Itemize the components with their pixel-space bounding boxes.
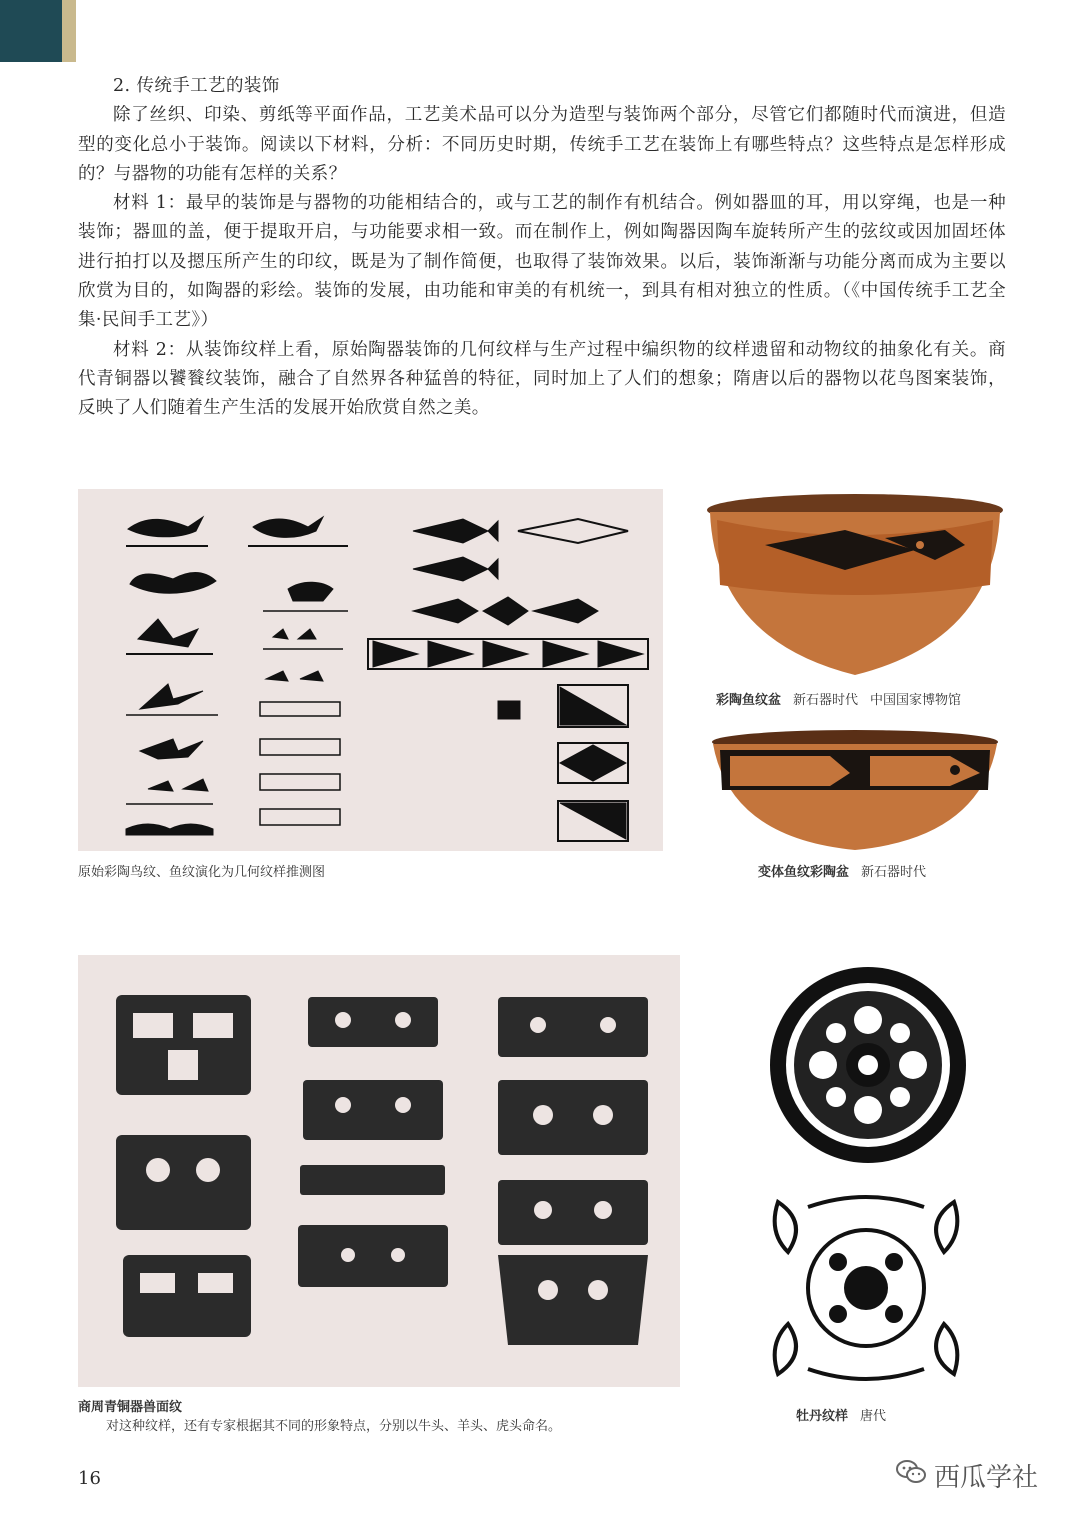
peony-era: 唐代 — [860, 1409, 887, 1424]
corner-block — [0, 0, 62, 62]
taotie-motif-5 — [303, 1080, 443, 1140]
taotie-motif-7 — [298, 1225, 448, 1287]
taotie-motif-8 — [498, 997, 648, 1057]
fish-basin-title: 彩陶鱼纹盆 — [716, 693, 782, 708]
taotie-motif-10 — [498, 1180, 648, 1245]
peony-caption — [796, 1405, 886, 1424]
evolution-caption: 原始彩陶鸟纹、鱼纹演化为几何纹样推测图 — [78, 865, 326, 880]
variant-basin-photo — [710, 728, 1000, 853]
watermark — [896, 1457, 1038, 1494]
taotie-motif-11 — [498, 1255, 648, 1345]
paragraph-intro: 除了丝织、印染、剪纸等平面作品，工艺美术品可以分为造型与装饰两个部分，尽管它们都随时代而演进，但造型的变化总小于装饰。阅读以下材料，分析：不同历史时期，传统手工艺在装饰上有哪些特点？这些特点是怎样形成的？与器物的功能有怎样的关系？ — [78, 105, 1006, 184]
taotie-motif-2 — [116, 1135, 251, 1230]
wechat-icon — [896, 1459, 926, 1492]
peony-circle-pattern — [768, 965, 968, 1165]
peony-title: 牡丹纹样 — [796, 1409, 849, 1424]
taotie-motif-4 — [308, 997, 438, 1047]
taotie-motif-1 — [116, 995, 251, 1095]
bronze-taotie-panel — [78, 955, 680, 1387]
fish-basin-museum: 中国国家博物馆 — [870, 693, 962, 708]
corner-accent-bar — [62, 0, 76, 62]
fish-basin-era: 新石器时代 — [793, 693, 859, 708]
bronze-caption-note: 对这种纹样，还有专家根据其不同的形象特点，分别以牛头、羊头、虎头命名。 — [106, 1419, 562, 1434]
variant-basin-caption — [758, 861, 926, 880]
fish-basin-caption — [716, 689, 961, 708]
taotie-motif-9 — [498, 1080, 648, 1155]
taotie-motif-6 — [300, 1165, 445, 1195]
bronze-caption-title — [78, 1396, 182, 1415]
variant-basin-title: 变体鱼纹彩陶盆 — [758, 865, 850, 880]
page-number: 16 — [78, 1468, 101, 1489]
body-text — [78, 72, 1006, 424]
bronze-title: 商周青铜器兽面纹 — [78, 1400, 183, 1415]
evolution-diagram — [78, 489, 663, 851]
taotie-motif-3 — [123, 1255, 251, 1337]
paragraph-material-2: 材料 2：从装饰纹样上看，原始陶器装饰的几何纹样与生产过程中编织物的纹样遗留和动物纹的抽象化有关。商代青铜器以饕餮纹装饰，融合了自然界各种猛兽的特征，同时加上了人们的想象；隋唐以后的器物以花鸟图案装饰，反映了人们随着生产生活的发展开始欣赏自然之美。 — [78, 339, 1006, 419]
paragraph-material-1: 材料 1：最早的装饰是与器物的功能相结合的，或与工艺的制作有机结合。例如器皿的耳，用以穿绳，也是一种装饰；器皿的盖，便于提取开启，与功能要求相一致。而在制作上，例如陶器因陶车旋转所产生的弦纹或因加固坯体进行拍打以及摁压所产生的印纹，既是为了制作简便，也取得了装饰效果。以后，装饰渐渐与功能分离而成为主要以欣赏为目的，如陶器的彩绘。装饰的发展，由功能和审美的有机统一，到具有相对独立的性质。（《中国传统手工艺全集·民间手工艺》） — [78, 193, 1006, 331]
peony-square-pattern — [768, 1192, 964, 1384]
fish-basin-photo — [705, 490, 1005, 680]
watermark-text: 西瓜学社 — [934, 1463, 1039, 1493]
section-heading: 2. 传统手工艺的装饰 — [113, 76, 280, 96]
variant-basin-era: 新石器时代 — [861, 865, 927, 880]
